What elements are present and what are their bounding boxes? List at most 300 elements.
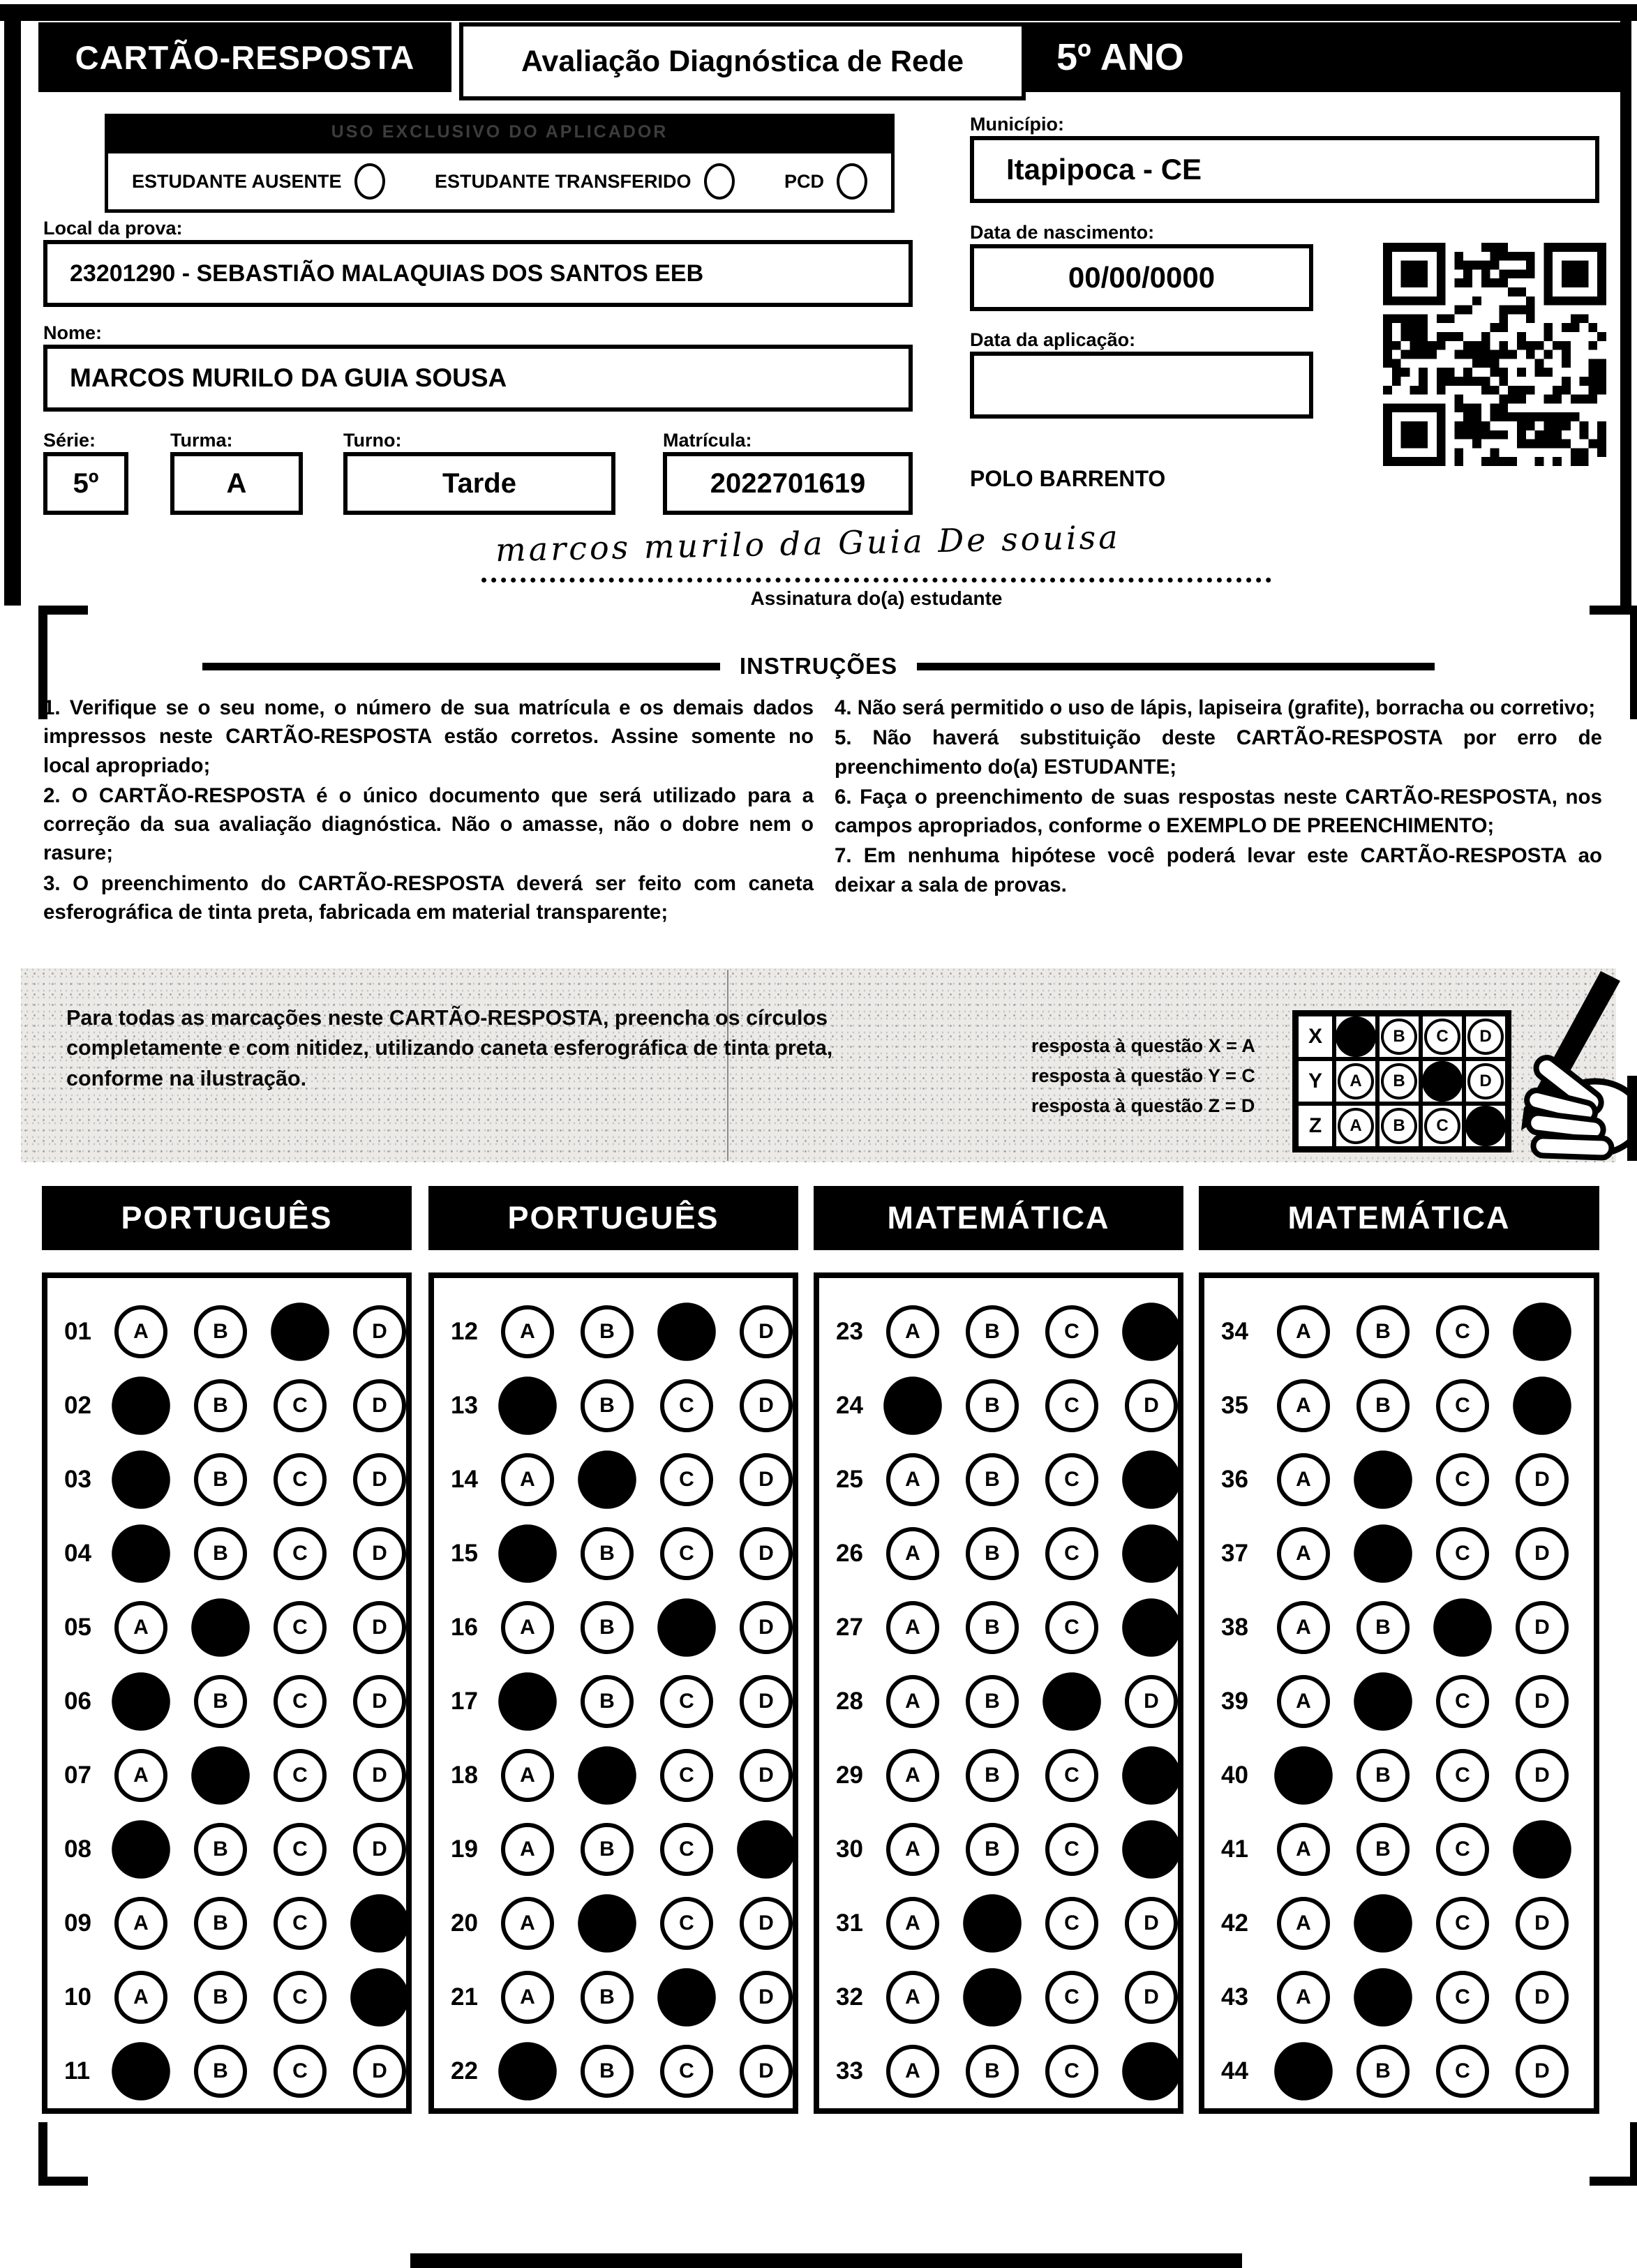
answer-bubble-19-C[interactable]: C [660,1823,713,1876]
answer-bubble-39-A[interactable]: A [1277,1675,1330,1728]
answer-bubble-24-A[interactable] [883,1376,942,1435]
answer-bubble-08-B[interactable]: B [194,1823,247,1876]
answer-bubble-23-A[interactable]: A [886,1305,939,1358]
question-number: 01 [64,1318,91,1345]
question-number: 02 [64,1392,91,1419]
answer-bubble-25-A[interactable]: A [886,1453,939,1506]
ausente-bubble[interactable] [354,163,385,200]
answer-bubble-22-B[interactable]: B [581,2045,634,2098]
answer-bubble-15-A[interactable] [498,1524,557,1583]
grade-badge [1025,22,1631,92]
answer-bubble-24-B[interactable]: B [966,1379,1019,1432]
bubble-group [1277,2045,1569,2098]
answer-bubble-09-D[interactable] [350,1894,409,1953]
answer-bubble-29-D[interactable] [1122,1746,1181,1805]
answer-bubble-04-B[interactable]: B [194,1527,247,1580]
matricula-field [663,452,913,515]
answer-bubble-18-C[interactable]: C [660,1749,713,1802]
answer-bubble-09-C[interactable]: C [274,1897,327,1950]
subject-header: PORTUGUÊS [42,1186,412,1250]
answer-bubble-07-C[interactable]: C [274,1749,327,1802]
answer-bubble-04-C[interactable]: C [274,1527,327,1580]
answer-bubble-08-D[interactable]: D [353,1823,406,1876]
bubble-group [1277,1971,1569,2024]
question-number: 08 [64,1835,91,1863]
example-row-label: Z [1296,1104,1334,1148]
answer-column-matematica-2 [1199,1186,1599,2114]
answer-bubble-21-D[interactable]: D [740,1971,793,2024]
answer-bubble-43-D[interactable]: D [1516,1971,1569,2024]
question-number: 34 [1221,1318,1248,1345]
answer-bubble-04-A[interactable] [112,1524,170,1583]
answer-bubble-13-B[interactable]: B [581,1379,634,1432]
answer-bubble-15-C[interactable]: C [660,1527,713,1580]
answer-bubble-44-B[interactable]: B [1356,2045,1410,2098]
answer-bubble-16-B[interactable]: B [581,1601,634,1654]
bubble-group [501,2045,793,2098]
answer-bubble-37-C[interactable]: C [1436,1527,1489,1580]
question-row-01 [47,1295,406,1369]
answer-bubble-07-A[interactable]: A [114,1749,167,1802]
example-bubble-Z-B: B [1381,1108,1417,1144]
answer-bubble-34-B[interactable]: B [1356,1305,1410,1358]
answer-column-portugues-1 [42,1186,412,2114]
answer-bubble-36-B[interactable] [1354,1450,1412,1509]
turno-label: Turno: [343,430,402,451]
example-note-y: resposta à questão Y = C [1031,1065,1255,1087]
answer-bubble-22-A[interactable] [498,2042,557,2101]
instruction-item: 6. Faça o preenchimento de suas respostas neste CARTÃO-RESPOSTA, nos campos apropriados, conforme o EXEMPLO DE PREENCHIMENTO; [835,785,1602,838]
answer-bubble-43-C[interactable]: C [1436,1971,1489,2024]
bubble-group [114,1379,406,1432]
question-number: 22 [451,2057,478,2085]
question-number: 24 [836,1392,863,1419]
example-grid-cell [1377,1014,1421,1059]
answer-bubble-28-B[interactable]: B [966,1675,1019,1728]
answer-bubble-11-A[interactable] [112,2042,170,2101]
bubble-group [886,1675,1178,1728]
answer-bubble-40-B[interactable]: B [1356,1749,1410,1802]
question-row-10 [47,1960,406,2034]
bubble-group [1277,1527,1569,1580]
answer-bubble-05-D[interactable]: D [353,1601,406,1654]
answer-bubble-01-A[interactable]: A [114,1305,167,1358]
checkbox-estudante-ausente [132,163,385,200]
answer-bubble-30-D[interactable] [1122,1820,1181,1879]
answer-bubble-33-A[interactable]: A [886,2045,939,2098]
student-signature-handwriting: marcos murilo da Guia De souisa [495,518,1121,569]
answer-bubble-39-D[interactable]: D [1516,1675,1569,1728]
question-number: 12 [451,1318,478,1345]
answer-bubble-28-A[interactable]: A [886,1675,939,1728]
question-row-23 [819,1295,1178,1369]
answer-bubble-31-C[interactable]: C [1045,1897,1098,1950]
answer-bubble-36-A[interactable]: A [1277,1453,1330,1506]
answer-bubble-15-D[interactable]: D [740,1527,793,1580]
question-number: 23 [836,1318,863,1345]
question-row-14 [434,1443,793,1517]
bubble-group [886,1601,1178,1654]
transferido-bubble[interactable] [704,163,735,200]
answer-bubble-34-C[interactable]: C [1436,1305,1489,1358]
question-number: 36 [1221,1466,1248,1493]
answer-bubble-35-D[interactable] [1513,1376,1571,1435]
answer-bubble-21-C[interactable] [657,1968,716,2027]
answer-bubble-20-A[interactable]: A [501,1897,554,1950]
answer-bubble-20-D[interactable]: D [740,1897,793,1950]
bubble-group [886,1823,1178,1876]
answer-bubble-25-B[interactable]: B [966,1453,1019,1506]
answer-bubble-24-D[interactable]: D [1125,1379,1178,1432]
answer-bubble-27-C[interactable]: C [1045,1601,1098,1654]
question-row-27 [819,1591,1178,1665]
local-da-prova-field [43,240,913,307]
answer-bubble-08-A[interactable] [112,1820,170,1879]
answer-bubble-41-C[interactable]: C [1436,1823,1489,1876]
example-grid-cell [1334,1014,1377,1059]
answer-bubble-21-A[interactable]: A [501,1971,554,2024]
example-grid-cell [1421,1059,1464,1104]
example-grid-cell [1334,1104,1377,1148]
answer-bubble-34-A[interactable]: A [1277,1305,1330,1358]
answer-bubble-09-B[interactable]: B [194,1897,247,1950]
applicator-bar-label: USO EXCLUSIVO DO APLICADOR [331,121,668,142]
answer-bubble-14-D[interactable]: D [740,1453,793,1506]
answer-bubble-11-D[interactable]: D [353,2045,406,2098]
bubble-group [1277,1305,1569,1358]
answer-bubble-26-A[interactable]: A [886,1527,939,1580]
applicator-bar [105,114,895,150]
question-number: 09 [64,1909,91,1937]
question-number: 29 [836,1762,863,1789]
local-da-prova-label: Local da prova: [43,218,183,239]
answer-bubble-20-B[interactable] [578,1894,636,1953]
bubble-group [1277,1823,1569,1876]
answer-bubble-29-C[interactable]: C [1045,1749,1098,1802]
example-bubble-Y-D: D [1467,1063,1504,1099]
question-number: 39 [1221,1688,1248,1715]
nome-value: MARCOS MURILO DA GUIA SOUSA [70,363,507,392]
answer-bubble-24-C[interactable]: C [1045,1379,1098,1432]
answer-bubble-32-C[interactable]: C [1045,1971,1098,2024]
answer-bubble-01-B[interactable]: B [194,1305,247,1358]
answer-bubble-44-C[interactable]: C [1436,2045,1489,2098]
answer-bubble-19-B[interactable]: B [581,1823,634,1876]
answer-bubble-37-B[interactable] [1354,1524,1412,1583]
answer-bubble-12-C[interactable] [657,1302,716,1361]
question-number: 26 [836,1540,863,1567]
question-number: 38 [1221,1614,1248,1641]
subject-header: MATEMÁTICA [814,1186,1183,1250]
assessment-title [459,22,1026,100]
answer-bubble-06-B[interactable]: B [194,1675,247,1728]
answer-bubble-06-C[interactable]: C [274,1675,327,1728]
question-row-25 [819,1443,1178,1517]
question-row-36 [1204,1443,1594,1517]
polo-label: POLO BARRENTO [970,466,1166,491]
answer-bubble-42-C[interactable]: C [1436,1897,1489,1950]
answer-bubble-26-C[interactable]: C [1045,1527,1098,1580]
bubble-group [886,1453,1178,1506]
answer-bubble-41-B[interactable]: B [1356,1823,1410,1876]
question-number: 17 [451,1688,478,1715]
nascimento-field [970,244,1313,311]
answer-bubble-17-C[interactable]: C [660,1675,713,1728]
pcd-bubble[interactable] [837,163,867,200]
answer-bubble-34-D[interactable] [1513,1302,1571,1361]
example-grid-cell [1377,1104,1421,1148]
answer-bubble-18-D[interactable]: D [740,1749,793,1802]
answer-bubble-17-D[interactable]: D [740,1675,793,1728]
answer-bubble-12-D[interactable]: D [740,1305,793,1358]
answer-bubble-37-A[interactable]: A [1277,1527,1330,1580]
answer-bubble-36-C[interactable]: C [1436,1453,1489,1506]
answer-bubble-18-B[interactable] [578,1746,636,1805]
answer-bubble-23-C[interactable]: C [1045,1305,1098,1358]
answer-bubble-37-D[interactable]: D [1516,1527,1569,1580]
answer-bubble-42-D[interactable]: D [1516,1897,1569,1950]
answer-bubble-31-D[interactable]: D [1125,1897,1178,1950]
answer-bubble-10-C[interactable]: C [274,1971,327,2024]
answer-bubble-02-C[interactable]: C [274,1379,327,1432]
answer-bubble-27-B[interactable]: B [966,1601,1019,1654]
question-row-18 [434,1738,793,1812]
answer-bubble-40-A[interactable] [1274,1746,1333,1805]
page-border-right [1620,4,1631,606]
checkbox-estudante-transferido [435,163,735,200]
answer-bubble-01-C[interactable] [271,1302,329,1361]
example-grid-cell [1377,1059,1421,1104]
answer-bubble-33-D[interactable] [1122,2042,1181,2101]
bubble-group [1277,1601,1569,1654]
answer-bubble-29-A[interactable]: A [886,1749,939,1802]
signature-caption: Assinatura do(a) estudante [750,587,1003,609]
status-checkbox-row [105,150,895,213]
question-number: 03 [64,1466,91,1493]
answer-bubble-18-A[interactable]: A [501,1749,554,1802]
answer-bubble-05-A[interactable]: A [114,1601,167,1654]
example-grid-cell [1421,1104,1464,1148]
bubble-group [114,1453,406,1506]
bubble-group [501,1601,793,1654]
answer-bubble-26-D[interactable] [1122,1524,1181,1583]
question-number: 27 [836,1614,863,1641]
answer-bubble-03-A[interactable] [112,1450,170,1509]
answer-bubble-10-B[interactable]: B [194,1971,247,2024]
answer-bubble-27-D[interactable] [1122,1598,1181,1657]
answer-bubble-39-B[interactable] [1354,1672,1412,1731]
question-row-21 [434,1960,793,2034]
answer-bubble-40-C[interactable]: C [1436,1749,1489,1802]
answer-bubble-05-B[interactable] [191,1598,250,1657]
answer-bubble-28-C[interactable] [1042,1672,1101,1731]
instruction-item: 5. Não haverá substituição deste CARTÃO-RESPOSTA por erro de preenchimento do(a) ESTUDANTE; [835,726,1602,779]
answer-bubble-31-B[interactable] [963,1894,1022,1953]
question-number: 14 [451,1466,478,1493]
example-bubble-Y-B: B [1381,1063,1417,1099]
question-number: 05 [64,1614,91,1641]
answer-bubble-07-B[interactable] [191,1746,250,1805]
answer-bubble-32-B[interactable] [963,1968,1022,2027]
answer-bubble-40-D[interactable]: D [1516,1749,1569,1802]
answer-bubble-38-D[interactable]: D [1516,1601,1569,1654]
answer-bubble-25-D[interactable] [1122,1450,1181,1509]
answer-bubble-19-D[interactable] [737,1820,795,1879]
answer-bubble-44-A[interactable] [1274,2042,1333,2101]
turma-label: Turma: [170,430,233,451]
answer-bubble-13-D[interactable]: D [740,1379,793,1432]
question-row-19 [434,1812,793,1886]
answer-bubble-16-D[interactable]: D [740,1601,793,1654]
answer-bubble-43-B[interactable] [1354,1968,1412,2027]
nascimento-label: Data de nascimento: [970,222,1155,243]
example-bubble-Z-C: C [1424,1108,1460,1144]
matricula-label: Matrícula: [663,430,752,451]
question-row-29 [819,1738,1178,1812]
answer-bubble-23-B[interactable]: B [966,1305,1019,1358]
question-number: 32 [836,1983,863,2011]
question-number: 07 [64,1762,91,1789]
answer-bubble-16-C[interactable] [657,1598,716,1657]
answer-bubble-08-C[interactable]: C [274,1823,327,1876]
example-bubble-X-A [1336,1016,1376,1057]
answer-bubble-25-C[interactable]: C [1045,1453,1098,1506]
bubble-group [114,1971,406,2024]
answer-bubble-03-D[interactable]: D [353,1453,406,1506]
bubble-group [886,2045,1178,2098]
answer-bubble-42-B[interactable] [1354,1894,1412,1953]
question-number: 33 [836,2057,863,2085]
hand-pen-illustration [1478,971,1637,1161]
answer-bubble-39-C[interactable]: C [1436,1675,1489,1728]
answer-bubble-12-B[interactable]: B [581,1305,634,1358]
answer-bubble-11-B[interactable]: B [194,2045,247,2098]
answer-bubble-11-C[interactable]: C [274,2045,327,2098]
answer-bubble-02-A[interactable] [112,1376,170,1435]
example-bubble-Y-A: A [1338,1063,1374,1099]
answer-bubble-35-A[interactable]: A [1277,1379,1330,1432]
answer-bubble-06-D[interactable]: D [353,1675,406,1728]
registration-mark-bottom-left [38,2122,88,2186]
answer-bubble-21-B[interactable]: B [581,1971,634,2024]
answer-bubble-13-A[interactable] [498,1376,557,1435]
answer-bubble-30-B[interactable]: B [966,1823,1019,1876]
bubble-group [501,1749,793,1802]
answer-bubble-35-C[interactable]: C [1436,1379,1489,1432]
answer-bubble-22-D[interactable]: D [740,2045,793,2098]
answer-bubble-13-C[interactable]: C [660,1379,713,1432]
answer-bubble-42-A[interactable]: A [1277,1897,1330,1950]
answer-bubble-14-C[interactable]: C [660,1453,713,1506]
answer-bubble-19-A[interactable]: A [501,1823,554,1876]
answer-bubble-10-A[interactable]: A [114,1971,167,2024]
municipio-value: Itapipoca - CE [1006,153,1202,186]
answer-bubble-01-D[interactable]: D [353,1305,406,1358]
answer-bubble-30-C[interactable]: C [1045,1823,1098,1876]
answer-bubble-32-D[interactable]: D [1125,1971,1178,2024]
answer-bubble-26-B[interactable]: B [966,1527,1019,1580]
answer-bubble-44-D[interactable]: D [1516,2045,1569,2098]
answer-bubble-03-B[interactable]: B [194,1453,247,1506]
turno-value: Tarde [442,467,516,499]
question-number: 13 [451,1392,478,1419]
page-border-top [0,4,1637,21]
answer-bubble-38-B[interactable]: B [1356,1601,1410,1654]
answer-bubble-29-B[interactable]: B [966,1749,1019,1802]
answer-bubble-22-C[interactable]: C [660,2045,713,2098]
instruction-item: 7. Em nenhuma hipótese você poderá levar este CARTÃO-RESPOSTA ao deixar a sala de provas. [835,844,1602,896]
answer-bubble-38-A[interactable]: A [1277,1601,1330,1654]
question-row-22 [434,2034,793,2108]
answer-bubble-12-A[interactable]: A [501,1305,554,1358]
answer-bubble-41-A[interactable]: A [1277,1823,1330,1876]
question-row-07 [47,1738,406,1812]
answer-bubble-06-A[interactable] [112,1672,170,1731]
answer-bubble-09-A[interactable]: A [114,1897,167,1950]
answer-bubble-31-A[interactable]: A [886,1897,939,1950]
answer-bubble-33-C[interactable]: C [1045,2045,1098,2098]
answer-bubble-28-D[interactable]: D [1125,1675,1178,1728]
answer-bubble-36-D[interactable]: D [1516,1453,1569,1506]
answer-bubble-14-A[interactable]: A [501,1453,554,1506]
checkbox-label: ESTUDANTE TRANSFERIDO [435,170,692,192]
question-row-38 [1204,1591,1594,1665]
answer-bubble-35-B[interactable]: B [1356,1379,1410,1432]
question-row-15 [434,1517,793,1591]
answer-bubble-20-C[interactable]: C [660,1897,713,1950]
answer-bubble-30-A[interactable]: A [886,1823,939,1876]
question-row-33 [819,2034,1178,2108]
signature-line[interactable] [481,536,1271,583]
answer-bubble-17-A[interactable] [498,1672,557,1731]
question-number: 35 [1221,1392,1248,1419]
subject-header: PORTUGUÊS [428,1186,798,1250]
question-row-35 [1204,1369,1594,1443]
answer-bubble-04-D[interactable]: D [353,1527,406,1580]
answer-grid-box [428,1272,798,2114]
answer-bubble-15-B[interactable]: B [581,1527,634,1580]
answer-bubble-07-D[interactable]: D [353,1749,406,1802]
answer-bubble-10-D[interactable] [350,1968,409,2027]
question-row-37 [1204,1517,1594,1591]
checkbox-label: ESTUDANTE AUSENTE [132,170,342,192]
answer-bubble-23-D[interactable] [1122,1302,1181,1361]
answer-bubble-32-A[interactable]: A [886,1971,939,2024]
answer-bubble-33-B[interactable]: B [966,2045,1019,2098]
bubble-group [1277,1749,1569,1802]
answer-bubble-05-C[interactable]: C [274,1601,327,1654]
grade-label: 5º ANO [1056,36,1184,78]
answer-bubble-14-B[interactable] [578,1450,636,1509]
example-bubble-X-D: D [1467,1019,1504,1055]
answer-bubble-02-B[interactable]: B [194,1379,247,1432]
bubble-group [886,1379,1178,1432]
aplicacao-field [970,352,1313,419]
answer-bubble-43-A[interactable]: A [1277,1971,1330,2024]
answer-bubble-38-C[interactable] [1433,1598,1492,1657]
answer-bubble-16-A[interactable]: A [501,1601,554,1654]
bubble-group [886,1897,1178,1950]
answer-bubble-03-C[interactable]: C [274,1453,327,1506]
bubble-group [114,1527,406,1580]
answer-bubble-02-D[interactable]: D [353,1379,406,1432]
answer-bubble-17-B[interactable]: B [581,1675,634,1728]
answer-bubble-27-A[interactable]: A [886,1601,939,1654]
answer-bubble-41-D[interactable] [1513,1820,1571,1879]
question-row-39 [1204,1665,1594,1738]
question-number: 18 [451,1762,478,1789]
instruction-item: 4. Não será permitido o uso de lápis, lapiseira (grafite), borracha ou corretivo; [835,696,1596,719]
